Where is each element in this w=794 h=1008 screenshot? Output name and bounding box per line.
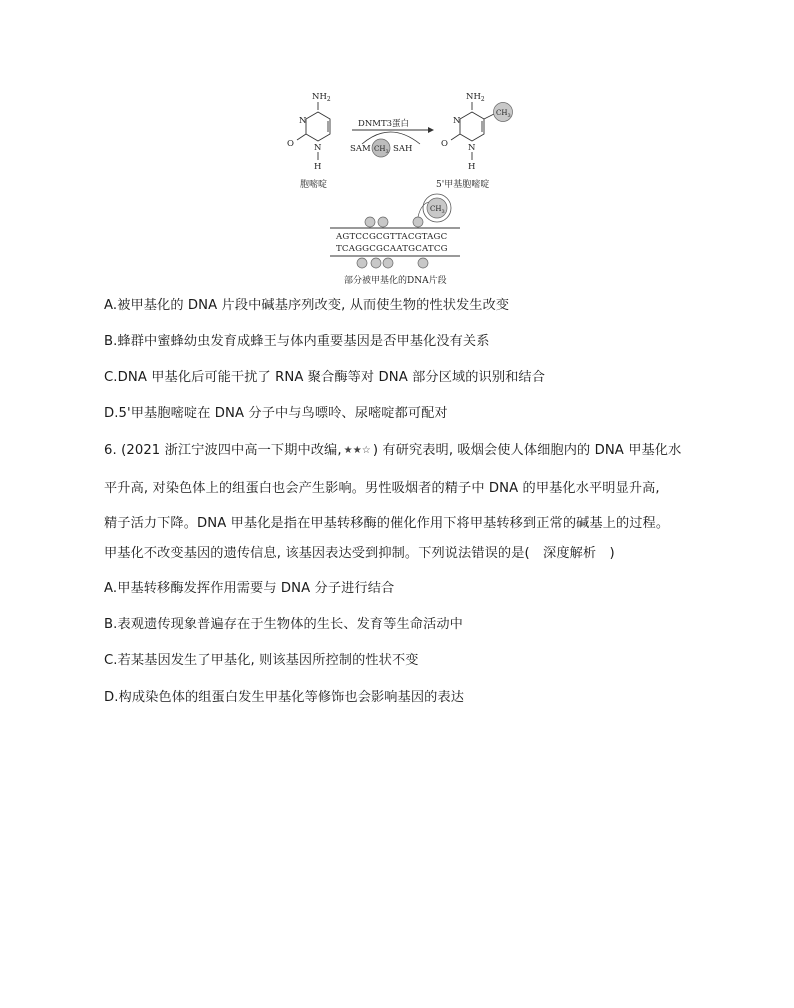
amine-label: $NH_2$ <box>312 92 331 103</box>
oxygen-label: O <box>287 139 294 149</box>
difficulty-stars-icon: ★★☆ <box>343 445 371 456</box>
option-letter: C. <box>104 370 118 385</box>
amine-label: $NH_2$ <box>466 92 485 103</box>
sah-label: SAH <box>393 144 413 154</box>
hydrogen-label: H <box>468 162 476 172</box>
dna-fragment <box>330 194 460 286</box>
question-source: (2021 浙江宁波四中高一下期中改编, ★★☆ ) <box>121 443 379 458</box>
methylcytosine-caption: 5'甲基胞嘧啶 <box>436 180 490 190</box>
methylation-diagram <box>270 84 520 289</box>
dna-strand-bottom: TCAGGCGCAATGCATCG <box>336 244 448 254</box>
question-text: 有研究表明, 吸烟会使人体细胞内的 DNA 甲基化水 <box>382 443 682 458</box>
option-letter: D. <box>104 690 119 705</box>
oxygen-label: O <box>441 139 448 149</box>
dna-caption: 部分被甲基化的DNA片段 <box>344 276 447 286</box>
option-letter: B. <box>104 334 118 349</box>
question-6-line-1 <box>104 442 681 460</box>
option-letter: B. <box>104 617 118 632</box>
cytosine-structure <box>287 92 331 190</box>
option-text: 甲基转移酶发挥作用需要与 DNA 分子进行结合 <box>117 581 395 596</box>
reaction-arrow <box>350 118 434 157</box>
option-text: 构成染色体的组蛋白发生甲基化等修饰也会影响基因的表达 <box>118 690 465 705</box>
option-text: 蜂群中蜜蜂幼虫发育成蜂王与体内重要基因是否甲基化没有关系 <box>117 334 490 349</box>
q6-option-d[interactable] <box>104 689 464 707</box>
option-b[interactable] <box>104 333 490 351</box>
cytosine-caption: 胞嘧啶 <box>300 180 328 190</box>
option-c[interactable] <box>104 369 545 387</box>
option-text: DNA 甲基化后可能干扰了 RNA 聚合酶等对 DNA 部分区域的识别和结合 <box>117 370 545 385</box>
n3-label: N <box>299 116 307 126</box>
question-6-line-4: 甲基化不改变基因的遗传信息, 该基因表达受到抑制。下列说法错误的是( 深度解析 ) <box>104 546 615 561</box>
methyl-label: $CH_3$ <box>430 205 445 215</box>
question-6-line-2: 平升高, 对染色体上的组蛋白也会产生影响。男性吸烟者的精子中 DNA 的甲基化水平明显升高, <box>104 481 660 496</box>
dna-strand-top: AGTCCGCGTTACGTAGC <box>336 232 448 242</box>
option-a[interactable] <box>104 297 509 315</box>
methyl-dot-icon <box>378 217 388 227</box>
option-text: 若某基因发生了甲基化, 则该基因所控制的性状不变 <box>117 653 419 668</box>
methyl-dot-icon <box>413 217 423 227</box>
question-number: 6. <box>104 443 117 458</box>
option-text: 被甲基化的 DNA 片段中碱基序列改变, 从而使生物的性状发生改变 <box>117 298 510 313</box>
option-letter: C. <box>104 653 118 668</box>
methyl-dot-icon <box>371 258 381 268</box>
q6-option-a[interactable] <box>104 580 394 598</box>
option-letter: D. <box>104 406 119 421</box>
sam-label: SAM <box>350 144 371 154</box>
hydrogen-label: H <box>314 162 322 172</box>
methyl-dot-icon <box>357 258 367 268</box>
methyl-label: $CH_3$ <box>496 109 511 119</box>
option-letter: A. <box>104 298 118 313</box>
option-d[interactable] <box>104 405 448 423</box>
methyl-label: $CH_3$ <box>374 145 389 155</box>
methyl-dot-icon <box>365 217 375 227</box>
n1-label: N <box>468 143 476 153</box>
q6-option-b[interactable] <box>104 616 463 634</box>
enzyme-label: DNMT3蛋白 <box>358 119 410 129</box>
option-text: 表观遗传现象普遍存在于生物体的生长、发育等生命活动中 <box>117 617 463 632</box>
methyl-dot-icon <box>418 258 428 268</box>
methylcytosine-structure <box>436 92 513 190</box>
question-6-line-3: 精子活力下降。DNA 甲基化是指在甲基转移酶的催化作用下将甲基转移到正常的碱基上的过程。 <box>104 516 670 531</box>
option-letter: A. <box>104 581 118 596</box>
n1-label: N <box>314 143 322 153</box>
n3-label: N <box>453 116 461 126</box>
methyl-dot-icon <box>383 258 393 268</box>
option-text: 5'甲基胞嘧啶在 DNA 分子中与鸟嘌呤、尿嘧啶都可配对 <box>118 406 448 421</box>
q6-option-c[interactable] <box>104 652 419 670</box>
